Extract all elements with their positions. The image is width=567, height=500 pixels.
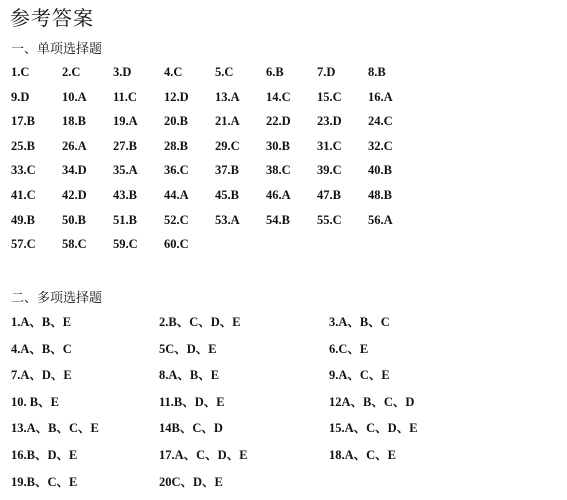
single-choice-answer: 45.B (215, 187, 239, 202)
single-choice-answer: 16.A (368, 89, 393, 104)
single-choice-answer: 15.C (317, 89, 342, 104)
single-choice-answer: 42.D (62, 187, 87, 202)
single-choice-answer: 58.C (62, 237, 87, 252)
single-choice-answer: 1.C (11, 65, 30, 79)
multiple-choice-answer: 2.B、C、D、E (159, 315, 241, 329)
single-choice-answer: 54.B (266, 212, 290, 227)
single-choice-answer: 14.C (266, 89, 291, 104)
single-choice-answer: 52.C (164, 212, 189, 227)
single-choice-answer: 60.C (164, 237, 189, 252)
single-choice-answer: 10.A (62, 89, 87, 104)
single-choice-answer: 8.B (368, 65, 386, 79)
single-choice-answer-grid (11, 64, 431, 261)
single-choice-answer: 7.D (317, 65, 336, 79)
single-choice-answer: 39.C (317, 163, 342, 178)
single-choice-answer: 35.A (113, 163, 138, 178)
multiple-choice-answer: 16.B、D、E (11, 447, 78, 462)
multiple-choice-answer: 6.C、E (329, 341, 369, 356)
multiple-choice-answer-grid (11, 314, 451, 500)
single-choice-answer: 50.B (62, 212, 86, 227)
single-choice-answer: 24.C (368, 114, 393, 129)
single-choice-answer: 29.C (215, 138, 240, 153)
single-choice-answer: 9.D (11, 89, 30, 104)
multiple-choice-answer: 8.A、B、E (159, 368, 220, 383)
single-choice-answer: 33.C (11, 163, 36, 178)
single-choice-heading: 一、单项选择题 (11, 42, 103, 57)
single-choice-answer: 30.B (266, 138, 290, 153)
multiple-choice-answer: 11.B、D、E (159, 394, 225, 409)
multiple-choice-answer: 12A、B、C、D (329, 394, 415, 409)
single-choice-answer: 23.D (317, 114, 342, 129)
single-choice-answer: 43.B (113, 187, 137, 202)
single-choice-answer: 20.B (164, 114, 188, 129)
page-title: 参考答案 (10, 6, 94, 30)
single-choice-answer: 5.C (215, 65, 234, 79)
multiple-choice-answer: 1.A、B、E (11, 315, 72, 329)
multiple-choice-answer: 5C、D、E (159, 341, 217, 356)
single-choice-answer: 56.A (368, 212, 393, 227)
multiple-choice-answer: 3.A、B、C (329, 315, 390, 329)
multiple-choice-answer: 9.A、C、E (329, 368, 390, 383)
single-choice-answer: 34.D (62, 163, 87, 178)
multiple-choice-answer: 14B、C、D (159, 421, 223, 436)
single-choice-answer: 53.A (215, 212, 240, 227)
single-choice-answer: 17.B (11, 114, 35, 129)
single-choice-answer: 49.B (11, 212, 35, 227)
single-choice-answer: 4.C (164, 65, 183, 79)
multiple-choice-answer: 13.A、B、C、E (11, 421, 99, 436)
single-choice-answer: 12.D (164, 89, 189, 104)
single-choice-answer: 19.A (113, 114, 138, 129)
single-choice-answer: 11.C (113, 89, 137, 104)
single-choice-answer: 26.A (62, 138, 87, 153)
single-choice-answer: 57.C (11, 237, 36, 252)
single-choice-answer: 28.B (164, 138, 188, 153)
multiple-choice-answer: 20C、D、E (159, 474, 223, 489)
single-choice-answer: 21.A (215, 114, 240, 129)
single-choice-answer: 36.C (164, 163, 189, 178)
single-choice-answer: 25.B (11, 138, 35, 153)
single-choice-answer: 2.C (62, 65, 81, 79)
single-choice-answer: 6.B (266, 65, 284, 79)
single-choice-answer: 18.B (62, 114, 86, 129)
multiple-choice-answer: 7.A、D、E (11, 368, 72, 383)
single-choice-answer: 31.C (317, 138, 342, 153)
single-choice-answer: 13.A (215, 89, 240, 104)
single-choice-answer: 32.C (368, 138, 393, 153)
single-choice-answer: 38.C (266, 163, 291, 178)
single-choice-answer: 46.A (266, 187, 291, 202)
multiple-choice-answer: 19.B、C、E (11, 474, 78, 489)
single-choice-answer: 51.B (113, 212, 137, 227)
single-choice-answer: 27.B (113, 138, 137, 153)
single-choice-answer: 44.A (164, 187, 189, 202)
single-choice-answer: 47.B (317, 187, 341, 202)
single-choice-answer: 22.D (266, 114, 291, 129)
multiple-choice-answer: 10. B、E (11, 394, 59, 409)
single-choice-answer: 3.D (113, 65, 132, 79)
single-choice-answer: 37.B (215, 163, 239, 178)
multiple-choice-answer: 18.A、C、E (329, 447, 397, 462)
multiple-choice-answer: 17.A、C、D、E (159, 447, 248, 462)
multiple-choice-answer: 4.A、B、C (11, 341, 72, 356)
multiple-choice-answer: 15.A、C、D、E (329, 421, 418, 436)
single-choice-answer: 48.B (368, 187, 392, 202)
single-choice-answer: 59.C (113, 237, 138, 252)
multiple-choice-heading: 二、多项选择题 (11, 291, 103, 306)
single-choice-answer: 41.C (11, 187, 36, 202)
single-choice-answer: 40.B (368, 163, 392, 178)
single-choice-answer: 55.C (317, 212, 342, 227)
